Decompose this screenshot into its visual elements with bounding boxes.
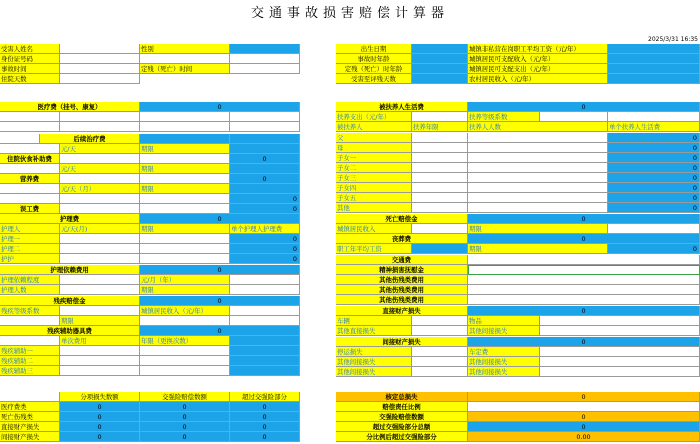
input-medical-5[interactable] bbox=[0, 122, 60, 132]
label-dis-urban-income: 城镇居民收入（元/年） bbox=[140, 306, 230, 316]
input-victim-name[interactable] bbox=[60, 44, 140, 54]
input-child-5-years[interactable] bbox=[412, 193, 468, 203]
label-other-indirect-5: 其他间接损失 bbox=[468, 367, 540, 377]
label-nurse-period: 期限 bbox=[140, 224, 230, 234]
label-urban-private-wage: 城镇非私营在岗职工平均工资（元/年） bbox=[468, 44, 608, 54]
input-work-period[interactable] bbox=[140, 194, 230, 204]
label-mother: 母 bbox=[336, 143, 412, 153]
summary-row-direct: 直接财产损失 bbox=[0, 422, 60, 432]
label-dependent-living: 被扶养人生活费 bbox=[336, 102, 468, 112]
label-other-direct: 其他直接损失 bbox=[336, 326, 412, 336]
value-ratio-amount: 0.00 bbox=[468, 432, 700, 442]
label-nurse-single-cost: 单个护理人护理费 bbox=[230, 224, 300, 234]
input-dep-period[interactable] bbox=[230, 285, 300, 295]
label-food-period: 期限 bbox=[140, 144, 230, 154]
input-dep-level[interactable] bbox=[60, 275, 140, 285]
label-total-loss: 核定总损失 bbox=[336, 392, 468, 402]
input-other-indirect-2b[interactable] bbox=[540, 357, 700, 367]
value-dependency-nursing: 0 bbox=[140, 265, 300, 275]
summary-row-medical: 医疗费类 bbox=[0, 402, 60, 412]
label-hospital-days: 住院天数 bbox=[0, 74, 60, 84]
blank-cell bbox=[0, 184, 60, 194]
label-dep-people: 护理人数 bbox=[0, 285, 60, 295]
summary-corner bbox=[0, 392, 60, 402]
label-urban-expense: 城镇居民可支配支出（元/年） bbox=[468, 64, 608, 74]
value-child-2: 0 bbox=[608, 163, 700, 173]
label-food-yuan-day: 元/天 bbox=[60, 144, 140, 154]
summary-header-over: 超过交强险部分 bbox=[230, 392, 300, 402]
summary-medical-cic: 0 bbox=[140, 402, 230, 412]
label-accident-age: 事故时年龄 bbox=[336, 54, 412, 64]
input-mental[interactable] bbox=[468, 265, 700, 275]
value-disability-comp: 0 bbox=[140, 296, 300, 306]
label-other-disability-2: 其他伤残类费用 bbox=[336, 285, 468, 295]
summary-medical-loss: 0 bbox=[60, 402, 140, 412]
blank-cell bbox=[0, 194, 60, 204]
summary-row-death: 死亡伤残类 bbox=[0, 412, 60, 422]
label-dis-level: 残疾等级系数 bbox=[0, 306, 60, 316]
blank-cell bbox=[230, 144, 300, 154]
input-vehicle[interactable] bbox=[412, 316, 468, 326]
label-urban-income: 城镇居民可支配收入（元/年） bbox=[468, 54, 608, 64]
input-other-indirect[interactable] bbox=[540, 326, 700, 336]
value-child-4: 0 bbox=[608, 183, 700, 193]
input-child-4-years[interactable] bbox=[412, 183, 468, 193]
blank-cell bbox=[0, 144, 60, 154]
value-aid-1 bbox=[230, 346, 300, 356]
label-over-amount: 超过交强险部分总额 bbox=[336, 422, 468, 432]
input-support-coef[interactable] bbox=[540, 112, 608, 122]
input-death-period[interactable] bbox=[608, 224, 700, 234]
input-child-5-count[interactable] bbox=[468, 193, 608, 203]
label-id-no: 身份证号码 bbox=[0, 54, 60, 64]
label-mental: 精神损害抚慰金 bbox=[336, 265, 468, 275]
input-nurse-2-fee[interactable] bbox=[60, 244, 140, 254]
label-father: 父 bbox=[336, 133, 412, 143]
input-nurse-1-period[interactable] bbox=[140, 234, 230, 244]
value-hospital-food: 0 bbox=[230, 154, 300, 164]
value-aid-2 bbox=[230, 356, 300, 366]
input-child-3-years[interactable] bbox=[412, 173, 468, 183]
input-mother-count[interactable] bbox=[468, 143, 608, 153]
date-label: 2025/3/31 16:35 bbox=[648, 36, 698, 43]
input-aid-2-years[interactable] bbox=[140, 356, 230, 366]
input-aid-1-price[interactable] bbox=[60, 346, 140, 356]
input-dis-level[interactable] bbox=[60, 306, 140, 316]
label-nutri-period: 期限 bbox=[140, 164, 230, 174]
input-medical-4[interactable] bbox=[230, 112, 300, 122]
input-avg-wage[interactable] bbox=[412, 244, 468, 254]
input-other-indirect-2a[interactable] bbox=[412, 357, 468, 367]
summary-death-over: 0 bbox=[230, 412, 300, 422]
input-child-3-count[interactable] bbox=[468, 173, 608, 183]
input-disability-death-age[interactable] bbox=[412, 64, 468, 74]
label-dep-yuan-year: 元/月（年） bbox=[140, 275, 230, 285]
label-support-coef: 扶养等级系数 bbox=[468, 112, 540, 122]
label-other-indirect-4: 其他间接损失 bbox=[336, 367, 412, 377]
label-avg-wage: 职工年平均工资 bbox=[336, 244, 412, 254]
summary-row-indirect: 间接财产损失 bbox=[0, 432, 60, 442]
value-funeral-period: 0 bbox=[608, 244, 700, 254]
label-indirect-property: 间接财产损失 bbox=[336, 337, 468, 347]
summary-header-cic: 交强险赔偿数额 bbox=[140, 392, 230, 402]
input-traffic[interactable] bbox=[468, 255, 700, 265]
input-death-urban-income[interactable] bbox=[412, 224, 468, 234]
value-nursing: 0 bbox=[140, 214, 300, 224]
label-traffic: 交通费 bbox=[336, 255, 468, 265]
label-goods: 物品 bbox=[468, 316, 540, 326]
input-later-treatment-a[interactable] bbox=[140, 134, 230, 144]
input-fixed-fee[interactable] bbox=[540, 347, 700, 357]
input-medical-1[interactable] bbox=[0, 112, 60, 122]
value-other-dependent: 0 bbox=[608, 203, 700, 213]
label-other-indirect-2: 其他间接损失 bbox=[336, 357, 412, 367]
input-other-count[interactable] bbox=[468, 203, 608, 213]
label-ratio-amount: 分比例后超过交强险部分 bbox=[336, 432, 468, 442]
input-aid-3-price[interactable] bbox=[60, 366, 140, 376]
blank-cell bbox=[608, 112, 700, 122]
value-funeral: 0 bbox=[468, 234, 700, 244]
summary-death-loss: 0 bbox=[60, 412, 140, 422]
label-aids: 残疾辅助器具费 bbox=[0, 326, 140, 336]
label-nurse-person: 护理人 bbox=[0, 224, 60, 234]
input-id-no[interactable] bbox=[60, 54, 140, 64]
input-dep-yuan-year[interactable] bbox=[230, 275, 300, 285]
label-nutrition: 营养费 bbox=[0, 174, 60, 184]
input-nutri-period[interactable] bbox=[140, 174, 230, 184]
input-other-direct[interactable] bbox=[412, 326, 468, 336]
input-other-indirect-4a[interactable] bbox=[412, 367, 468, 377]
label-other-dependent: 其他 bbox=[336, 203, 412, 213]
label-death-period: 期限 bbox=[468, 224, 608, 234]
label-other-indirect: 其他间接损失 bbox=[468, 326, 540, 336]
label-child-5: 子女五 bbox=[336, 193, 412, 203]
label-other-disability-3: 其他伤残类费用 bbox=[336, 295, 468, 305]
label-victim-name: 受害人姓名 bbox=[0, 44, 60, 54]
label-nurse-3: 护护 bbox=[0, 254, 60, 264]
label-aid-years: 年限（更换次数） bbox=[140, 336, 230, 346]
input-aid-1-years[interactable] bbox=[140, 346, 230, 356]
input-child-2-count[interactable] bbox=[468, 163, 608, 173]
label-child-2: 子女二 bbox=[336, 163, 412, 173]
summary-indirect-cic: 0 bbox=[140, 432, 230, 442]
value-over-amount: 0 bbox=[468, 422, 700, 432]
label-nurse-1: 护理一 bbox=[0, 234, 60, 244]
label-other-indirect-3: 其他间接损失 bbox=[468, 357, 540, 367]
input-urban-expense[interactable] bbox=[608, 64, 700, 74]
summary-direct-over: 0 bbox=[230, 422, 300, 432]
blank-cell bbox=[0, 134, 40, 144]
value-nutrition: 0 bbox=[230, 174, 300, 184]
input-later-treatment-b[interactable] bbox=[230, 134, 300, 144]
input-child-1-years[interactable] bbox=[412, 153, 468, 163]
label-resp-ratio: 赔偿责任比例 bbox=[336, 402, 468, 412]
label-disability-death-age: 定残（死亡）时年龄 bbox=[336, 64, 412, 74]
page-title: 交通事故损害赔偿计算器 bbox=[250, 6, 449, 21]
input-medical-8[interactable] bbox=[230, 122, 300, 132]
label-medical: 医疗费（挂号、康复） bbox=[0, 102, 140, 112]
blank-cell bbox=[230, 336, 300, 346]
input-other-indirect-4b[interactable] bbox=[540, 367, 700, 377]
summary-indirect-over: 0 bbox=[230, 432, 300, 442]
input-father-years[interactable] bbox=[412, 133, 468, 143]
input-nurse-2-period[interactable] bbox=[140, 244, 230, 254]
input-goods[interactable] bbox=[540, 316, 700, 326]
label-cic-amount: 交强险赔偿数额 bbox=[336, 412, 468, 422]
input-rural-income[interactable] bbox=[608, 74, 700, 84]
label-birth-date: 出生日期 bbox=[336, 44, 412, 54]
label-vehicle-down: 停运损失 bbox=[336, 347, 412, 357]
label-disability-comp: 残疾赔偿金 bbox=[0, 296, 140, 306]
input-medical-3[interactable] bbox=[140, 112, 230, 122]
blank-cell bbox=[60, 204, 140, 214]
blank-cell bbox=[0, 316, 60, 326]
label-death-comp: 死亡赔偿金 bbox=[336, 214, 468, 224]
input-nurse-3-period[interactable] bbox=[140, 254, 230, 264]
input-gender[interactable] bbox=[230, 44, 300, 54]
input-urban-private-wage[interactable] bbox=[608, 44, 700, 54]
label-other-disability-1: 其他伤残类费用 bbox=[336, 275, 468, 285]
input-child-4-count[interactable] bbox=[468, 183, 608, 193]
label-work-period: 期限 bbox=[140, 184, 230, 194]
input-work-yuan-month[interactable] bbox=[60, 194, 140, 204]
label-nursing: 护理费 bbox=[0, 214, 140, 224]
input-support-amount[interactable] bbox=[412, 112, 468, 122]
input-other-disability-1[interactable] bbox=[468, 275, 700, 285]
input-aid-2-price[interactable] bbox=[60, 356, 140, 366]
value-total-loss: 0 bbox=[468, 392, 700, 402]
label-fixed-fee: 车定费 bbox=[468, 347, 540, 357]
label-dependent-count: 扶养人人数 bbox=[468, 122, 608, 132]
label-aid-3: 残疾辅助三 bbox=[0, 366, 60, 376]
value-nurse-1: 0 bbox=[230, 234, 300, 244]
summary-header-loss: 分项损失数额 bbox=[60, 392, 140, 402]
label-child-4: 子女四 bbox=[336, 183, 412, 193]
input-hospital-days[interactable] bbox=[60, 74, 140, 84]
value-aids: 0 bbox=[140, 326, 300, 336]
input-accident-age[interactable] bbox=[412, 54, 468, 64]
label-child-1: 子女一 bbox=[336, 153, 412, 163]
value-cic-amount: 0 bbox=[468, 412, 700, 422]
label-aid-2: 残疾辅助二 bbox=[0, 356, 60, 366]
label-victim-age-days: 受害至评残天数 bbox=[336, 74, 412, 84]
value-medical: 0 bbox=[140, 102, 300, 112]
label-direct-property: 直接财产损失 bbox=[336, 306, 468, 316]
input-aid-3-years[interactable] bbox=[140, 366, 230, 376]
label-accident-time: 事故时间 bbox=[0, 64, 60, 74]
label-gender: 性别 bbox=[140, 44, 230, 54]
input-medical-7[interactable] bbox=[140, 122, 230, 132]
input-child-1-count[interactable] bbox=[468, 153, 608, 163]
label-support-years: 扶养年限 bbox=[412, 122, 468, 132]
input-birth-date[interactable] bbox=[412, 44, 468, 54]
label-support-amount: 扶养支出（元/年） bbox=[336, 112, 412, 122]
input-victim-age-days[interactable] bbox=[412, 74, 468, 84]
value-indirect-property: 0 bbox=[468, 337, 700, 347]
summary-indirect-loss: 0 bbox=[60, 432, 140, 442]
input-medical-2[interactable] bbox=[60, 112, 140, 122]
blank-cell bbox=[140, 54, 230, 64]
input-vehicle-down[interactable] bbox=[412, 347, 468, 357]
blank-cell bbox=[0, 336, 60, 346]
value-work-1: 0 bbox=[230, 194, 300, 204]
summary-death-cic: 0 bbox=[140, 412, 230, 422]
label-death-urban-income: 城镇居民收入 bbox=[336, 224, 412, 234]
value-child-3: 0 bbox=[608, 173, 700, 183]
value-child-1: 0 bbox=[608, 153, 700, 163]
input-other-years[interactable] bbox=[412, 203, 468, 213]
label-single-dependent-fee: 单个扶养人生活费 bbox=[608, 122, 700, 132]
label-dependency-nursing: 护理依赖费用 bbox=[0, 265, 140, 275]
input-child-2-years[interactable] bbox=[412, 163, 468, 173]
blank-cell bbox=[0, 164, 60, 174]
input-other-disability-2[interactable] bbox=[468, 285, 700, 295]
input-food-yuan-day[interactable] bbox=[60, 154, 140, 164]
input-father-count[interactable] bbox=[468, 133, 608, 143]
label-work-yuan-month: 元/天（月） bbox=[60, 184, 140, 194]
summary-direct-loss: 0 bbox=[60, 422, 140, 432]
label-later-treatment: 后续治疗费 bbox=[40, 134, 140, 144]
label-dependent: 被扶养人 bbox=[336, 122, 412, 132]
input-food-period[interactable] bbox=[140, 154, 230, 164]
summary-direct-cic: 0 bbox=[140, 422, 230, 432]
label-funeral-period: 期限 bbox=[468, 244, 608, 254]
label-hospital-food: 住院伙食补助费 bbox=[0, 154, 60, 164]
label-nurse-yuan-month: 元/天(月) bbox=[60, 224, 140, 234]
blank-cell bbox=[140, 204, 230, 214]
input-accident-time[interactable] bbox=[60, 64, 140, 74]
value-aid-3 bbox=[230, 366, 300, 376]
input-resp-ratio[interactable] bbox=[468, 402, 700, 412]
label-child-3: 子女三 bbox=[336, 173, 412, 183]
input-nurse-3-fee[interactable] bbox=[60, 254, 140, 264]
label-dis-period: 期限 bbox=[60, 316, 140, 326]
label-disability-death-time: 定残（死亡）时间 bbox=[140, 64, 230, 74]
blank-cell bbox=[230, 164, 300, 174]
value-father: 0 bbox=[608, 133, 700, 143]
input-dis-urban-income[interactable] bbox=[230, 306, 300, 316]
value-nurse-3: 0 bbox=[230, 254, 300, 264]
input-other-disability-3[interactable] bbox=[468, 295, 700, 305]
input-medical-6[interactable] bbox=[60, 122, 140, 132]
input-nutri-yuan-day[interactable] bbox=[60, 174, 140, 184]
value-child-5: 0 bbox=[608, 193, 700, 203]
label-aid-1: 残疾辅助一 bbox=[0, 346, 60, 356]
value-dependent-living: 0 bbox=[468, 102, 700, 112]
input-urban-income[interactable] bbox=[608, 54, 700, 64]
blank-cell bbox=[230, 316, 300, 326]
label-lost-work: 误工费 bbox=[0, 204, 60, 214]
value-lost-work: 0 bbox=[230, 204, 300, 214]
input-nurse-1-fee[interactable] bbox=[60, 234, 140, 244]
label-dep-level: 护理依赖程度 bbox=[0, 275, 60, 285]
value-mother: 0 bbox=[608, 143, 700, 153]
value-death-comp: 0 bbox=[468, 214, 700, 224]
summary-medical-over: 0 bbox=[230, 402, 300, 412]
input-dis-period[interactable] bbox=[140, 316, 230, 326]
label-aid-unit-price: 单次费用 bbox=[60, 336, 140, 346]
label-vehicle: 车辆 bbox=[336, 316, 412, 326]
label-dep-period: 期限 bbox=[140, 285, 230, 295]
blank-cell bbox=[230, 184, 300, 194]
value-nurse-2: 0 bbox=[230, 244, 300, 254]
label-nurse-2: 护理二 bbox=[0, 244, 60, 254]
label-nutri-yuan-day: 元/天 bbox=[60, 164, 140, 174]
value-direct-property: 0 bbox=[468, 306, 700, 316]
input-mother-years[interactable] bbox=[412, 143, 468, 153]
input-disability-death-time[interactable] bbox=[230, 64, 300, 74]
label-rural-income: 农村居民收入（元/年） bbox=[468, 74, 608, 84]
label-funeral: 丧葬费 bbox=[336, 234, 468, 244]
input-dep-people[interactable] bbox=[60, 285, 140, 295]
blank-cell bbox=[230, 54, 300, 64]
